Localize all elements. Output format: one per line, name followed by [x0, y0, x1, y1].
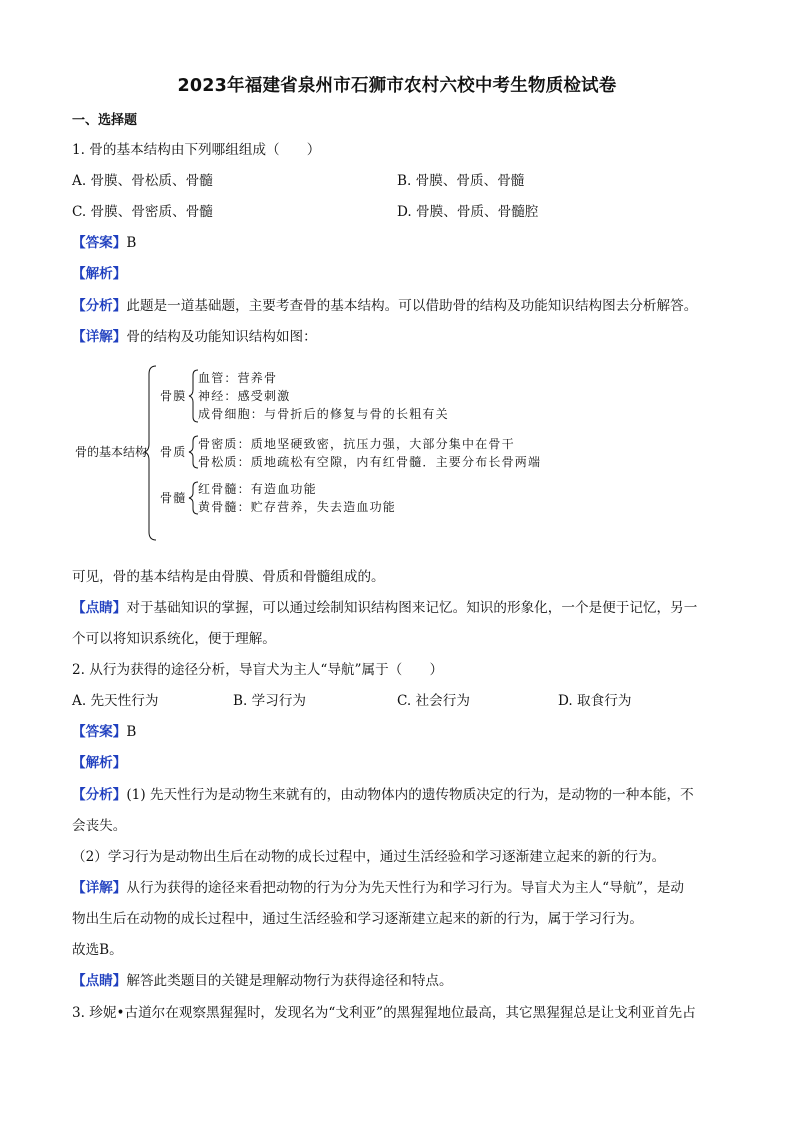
- q2-fenxi-point2: （2）学习行为是动物出生后在动物的成长过程中，通过生活经验和学习逐渐建立起来的新的行为。: [72, 849, 666, 865]
- q2-option-d: D. 取食行为: [558, 693, 632, 709]
- xiangjie-text: 骨的结构及功能知识结构如图：: [126, 329, 317, 345]
- section-heading: 一、选择题: [72, 113, 138, 128]
- fenxi-text: 此题是一道基础题，主要考查骨的基本结构。可以借助骨的结构及功能知识结构图去分析解答。: [126, 298, 698, 314]
- q1-conclusion: 可见，骨的基本结构是由骨膜、骨质和骨髓组成的。: [72, 569, 385, 585]
- dianjing-text: 解答此类题目的关键是理解动物行为获得途径和特点。: [126, 973, 453, 989]
- periosteum-item: 成骨细胞：与骨折后的修复与骨的长粗有关: [198, 407, 449, 421]
- bone-substance-item: 骨密质：质地坚硬致密，抗压力强，大部分集中在骨干: [198, 437, 515, 451]
- q2-option-b: B. 学习行为: [233, 693, 307, 709]
- brace-periosteum: [189, 370, 198, 422]
- page-title: 2023年福建省泉州市石狮市农村六校中考生物质检试卷: [177, 76, 617, 96]
- q1-answer: [72, 234, 136, 252]
- dianjing-tag: 【点睛】: [72, 973, 127, 989]
- q1-dianjing: [72, 599, 697, 617]
- q2-answer: [72, 723, 136, 741]
- q2-option-a: A. 先天性行为: [72, 693, 159, 709]
- group-label-periosteum: 骨膜: [160, 389, 187, 403]
- xiangjie-tag: 【详解】: [72, 880, 127, 896]
- group-label-marrow: 骨髓: [160, 491, 187, 505]
- marrow-item: 黄骨髓：贮存营养，失去造血功能: [198, 500, 397, 514]
- diagram-root: 骨的基本结构: [75, 445, 148, 459]
- q2-fenxi-cont: 会丧失。: [72, 818, 127, 834]
- q1-xiangjie: [72, 328, 317, 346]
- brace-marrow: [189, 482, 198, 514]
- q1-option-a: A. 骨膜、骨松质、骨髓: [72, 173, 213, 189]
- answer-tag: 【答案】: [72, 724, 127, 740]
- q1-option-c: C. 骨膜、骨密质、骨髓: [72, 204, 213, 220]
- xiangjie-text: 从行为获得的途径来看把动物的行为分为先天性行为和学习行为。导盲犬为主人“导航”，是动: [126, 880, 685, 896]
- fenxi-text: (1) 先天性行为是动物生来就有的，由动物体内的遗传物质决定的行为，是动物的一种本能，不: [126, 787, 694, 803]
- answer-value: B: [126, 724, 137, 740]
- q3-stem: 3. 珍妮•古道尔在观察黑猩猩时，发现名为“戈利亚”的黑猩猩地位最高，其它黑猩猩总是让戈利亚首先占: [72, 1005, 696, 1021]
- q1-dianjing-cont: 个可以将知识系统化，便于理解。: [72, 631, 276, 647]
- q2-xiangjie: [72, 879, 684, 897]
- dianjing-tag: 【点睛】: [72, 600, 127, 616]
- q2-choose: 故选B。: [72, 942, 123, 958]
- xiangjie-tag: 【详解】: [72, 329, 127, 345]
- brace-bone-substance: [189, 436, 198, 468]
- q2-fenxi: [72, 786, 694, 804]
- q2-option-c: C. 社会行为: [397, 693, 470, 709]
- q1-option-d: D. 骨膜、骨质、骨髓腔: [397, 204, 539, 220]
- periosteum-item: 血管：营养骨: [198, 371, 278, 385]
- bone-substance-item: 骨松质：质地疏松有空隙，内有红骨髓．主要分布长骨两端: [198, 455, 542, 469]
- q1-fenxi: [72, 297, 697, 315]
- q1-analysis-heading: [72, 265, 126, 283]
- analysis-tag: 【解析】: [72, 266, 127, 282]
- dianjing-text: 对于基础知识的掌握，可以通过绘制知识结构图来记忆。知识的形象化，一个是便于记忆，另一: [126, 600, 698, 616]
- marrow-item: 红骨髓：有造血功能: [198, 482, 317, 496]
- q1-stem: 1. 骨的基本结构由下列哪组组成（ ）: [72, 142, 321, 158]
- fenxi-tag: 【分析】: [72, 787, 127, 803]
- q2-stem: 2. 从行为获得的途径分析，导盲犬为主人“导航”属于（ ）: [72, 662, 444, 678]
- answer-value: B: [126, 235, 137, 251]
- q2-dianjing: [72, 972, 453, 990]
- group-label-bone-substance: 骨质: [160, 445, 187, 459]
- answer-tag: 【答案】: [72, 235, 127, 251]
- q2-xiangjie-cont: 物出生后在动物的成长过程中，通过生活经验和学习逐渐建立起来的新的行为，属于学习行为。: [72, 911, 643, 927]
- q2-analysis-heading: [72, 754, 126, 772]
- fenxi-tag: 【分析】: [72, 298, 127, 314]
- analysis-tag: 【解析】: [72, 755, 127, 771]
- bone-structure-diagram: [72, 360, 632, 550]
- q1-option-b: B. 骨膜、骨质、骨髓: [397, 173, 525, 189]
- periosteum-item: 神经：感受刺激: [198, 389, 291, 403]
